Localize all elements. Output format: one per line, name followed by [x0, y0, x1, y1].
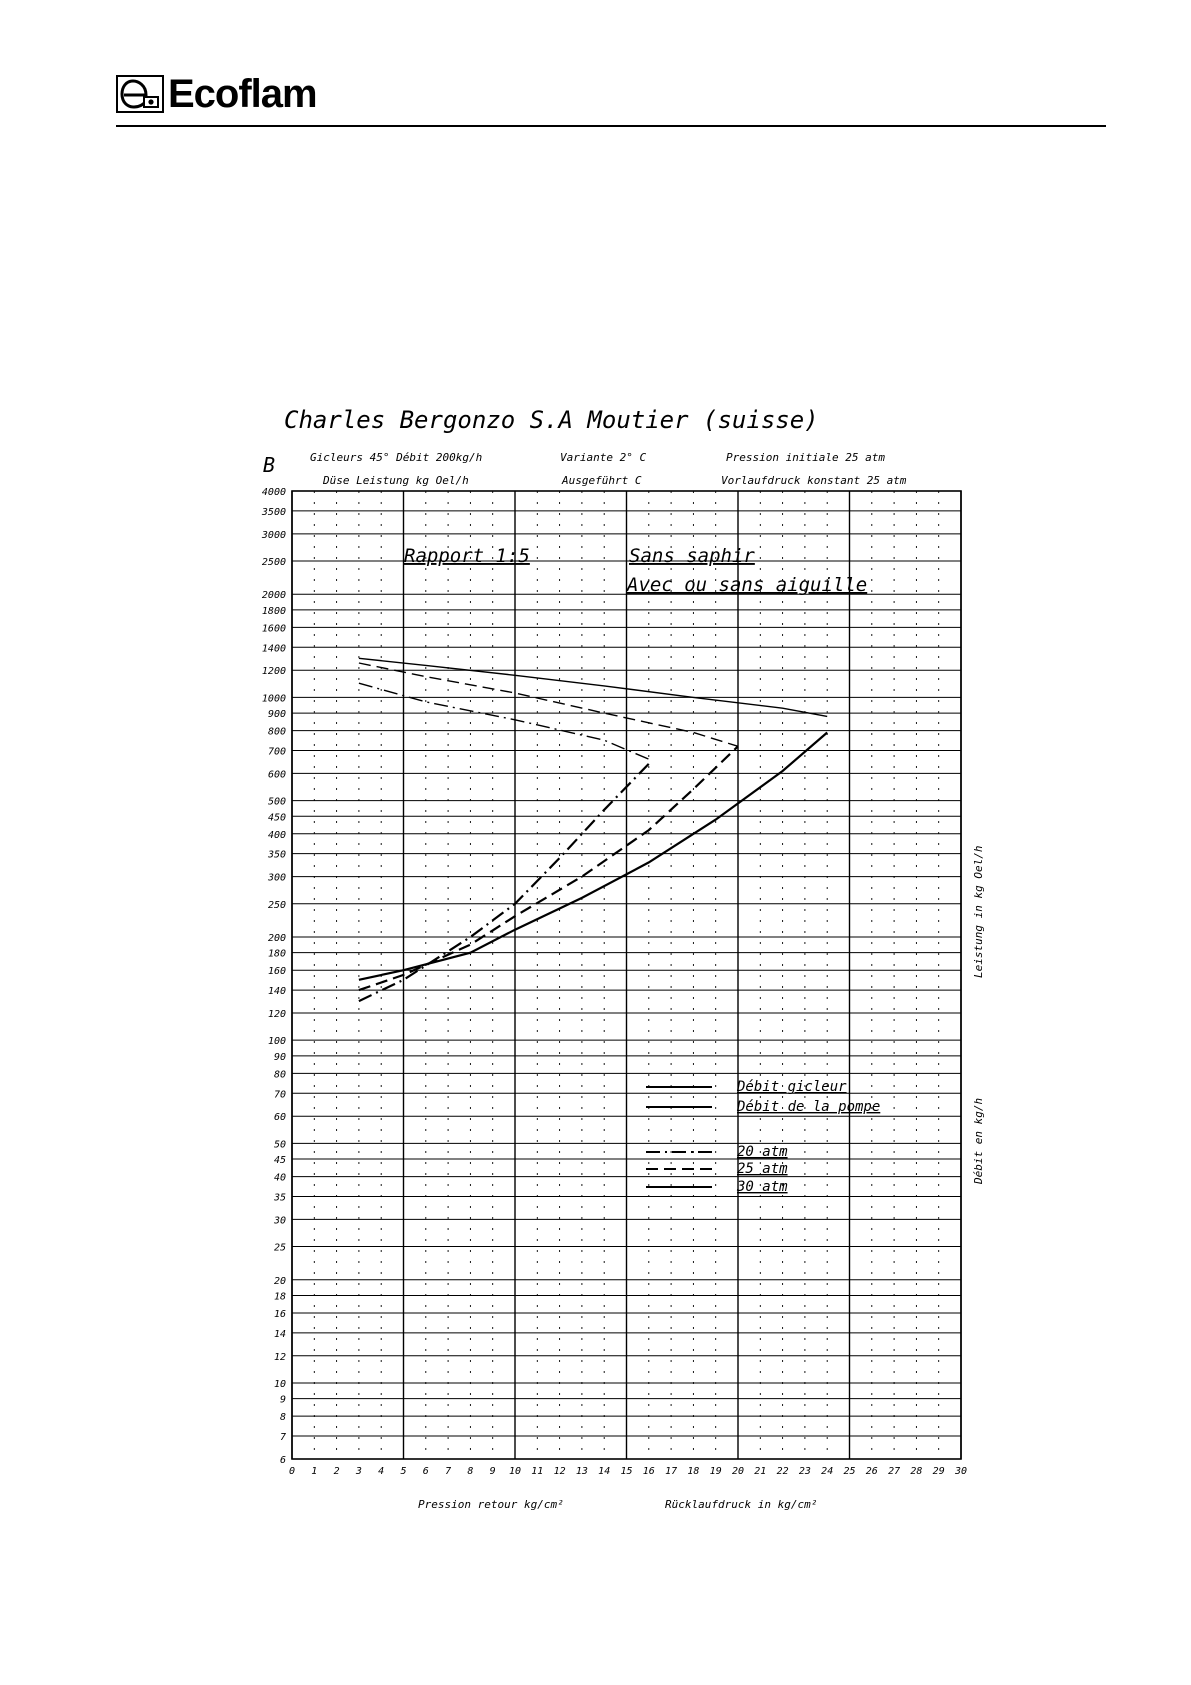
y-tick-label: 200	[267, 932, 286, 944]
chart-subtitle-mid-2: Ausgeführt C	[562, 474, 642, 487]
legend-label: 30 atm	[737, 1179, 788, 1195]
y-tick-label: 4000	[261, 487, 286, 498]
chart-grid	[292, 491, 961, 1459]
chart-title: Charles Bergonzo S.A Moutier (suisse)	[284, 406, 819, 434]
y-tick-label: 1600	[261, 623, 286, 635]
x-tick-label: 28	[910, 1466, 923, 1477]
x-tick-label: 9	[489, 1466, 496, 1477]
x-tick-label: 3	[355, 1466, 362, 1477]
annotation-sans-saphir: Sans saphir	[629, 545, 755, 567]
y-tick-label: 600	[267, 769, 286, 781]
y-tick-label: 300	[267, 872, 286, 884]
y-tick-label: 2500	[261, 556, 286, 568]
y-tick-label: 10	[273, 1378, 286, 1390]
y-tick-label: 6	[279, 1455, 286, 1466]
y-tick-label: 140	[267, 986, 286, 998]
y-axis-label-upper: Leistung in kg Oel/h	[972, 845, 985, 978]
y-tick-label: 2000	[261, 590, 286, 602]
chart-subtitle-mid: Variante 2° C	[560, 451, 647, 464]
chart-subtitle-left: Gicleurs 45° Débit 200kg/h	[310, 451, 483, 464]
series-line	[359, 764, 649, 1001]
x-tick-label: 11	[531, 1466, 544, 1477]
x-tick-label: 5	[400, 1466, 407, 1477]
y-tick-label: 35	[273, 1192, 286, 1204]
x-tick-label: 12	[553, 1466, 566, 1477]
series-line	[359, 746, 738, 990]
chart-subtitle-left-2: Düse Leistung kg Oel/h	[323, 474, 469, 487]
legend-label: Débit de la pompe	[737, 1099, 881, 1115]
y-tick-label: 160	[267, 966, 286, 978]
x-tick-label: 25	[843, 1466, 856, 1477]
x-tick-label: 14	[598, 1466, 611, 1477]
y-tick-label: 3000	[261, 529, 286, 541]
x-tick-label: 8	[467, 1466, 474, 1477]
y-tick-label: 1000	[261, 693, 286, 705]
y-tick-label: 14	[273, 1328, 286, 1340]
y-tick-label: 350	[267, 849, 286, 861]
x-tick-label: 17	[665, 1466, 678, 1477]
y-tick-label: 50	[273, 1139, 286, 1151]
y-tick-label: 3500	[261, 506, 286, 518]
y-tick-label: 400	[267, 829, 286, 841]
y-tick-label: 18	[273, 1291, 286, 1303]
x-tick-label: 16	[642, 1466, 655, 1477]
x-axis-ticks	[289, 1466, 967, 1477]
y-tick-label: 1800	[261, 605, 286, 617]
brand-name: Ecoflam	[168, 71, 317, 116]
x-tick-label: 13	[575, 1466, 588, 1477]
legend-label: 25 atm	[737, 1161, 788, 1177]
x-tick-label: 30	[954, 1466, 968, 1477]
x-tick-label: 20	[731, 1466, 745, 1477]
annotation-ratio: Rapport 1:5	[404, 545, 530, 567]
chart-series	[359, 658, 827, 1001]
y-tick-label: 100	[267, 1036, 286, 1048]
x-tick-label: 6	[422, 1466, 429, 1477]
y-tick-label: 450	[267, 812, 286, 824]
legend-label: Débit gicleur	[737, 1079, 847, 1095]
y-tick-label: 1400	[261, 643, 286, 655]
y-tick-label: 7	[279, 1432, 286, 1444]
x-tick-label: 1	[311, 1466, 318, 1477]
y-axis-label-lower: Débit en kg/h	[972, 1097, 985, 1184]
y-tick-label: 30	[273, 1215, 286, 1227]
x-tick-label: 23	[798, 1466, 811, 1477]
y-tick-label: 12	[273, 1351, 286, 1363]
x-tick-label: 27	[888, 1466, 901, 1477]
x-axis-label: Pression retour kg/cm²	[418, 1498, 564, 1511]
y-tick-label: 45	[273, 1155, 286, 1167]
y-tick-label: 120	[267, 1009, 286, 1021]
x-tick-label: 22	[776, 1466, 789, 1477]
x-tick-label: 29	[932, 1466, 945, 1477]
y-tick-label: 800	[267, 726, 286, 738]
y-axis-ticks	[261, 487, 286, 1466]
y-tick-label: 20	[273, 1275, 286, 1287]
series-line	[359, 683, 649, 759]
y-tick-label: 70	[273, 1089, 286, 1101]
x-tick-label: 21	[754, 1466, 767, 1477]
chart-subtitle-right-2: Vorlaufdruck konstant 25 atm	[721, 474, 907, 487]
x-tick-label: 26	[865, 1466, 878, 1477]
series-line	[359, 658, 827, 716]
x-tick-label: 24	[821, 1466, 834, 1477]
y-tick-label: 700	[267, 746, 286, 758]
y-tick-label: 9	[279, 1394, 286, 1406]
y-tick-label: 60	[273, 1112, 286, 1124]
y-tick-label: 40	[273, 1172, 286, 1184]
y-tick-label: 25	[273, 1242, 286, 1254]
x-axis-label-2: Rücklaufdruck in kg/cm²	[665, 1498, 818, 1511]
y-tick-label: 80	[273, 1069, 286, 1081]
x-tick-label: 15	[620, 1466, 633, 1477]
series-line	[359, 663, 738, 746]
x-tick-label: 18	[687, 1466, 700, 1477]
y-tick-label: 16	[273, 1308, 286, 1320]
x-tick-label: 19	[709, 1466, 722, 1477]
x-tick-label: 0	[288, 1466, 296, 1477]
chart-corner-letter: B	[263, 453, 276, 477]
x-tick-label: 10	[508, 1466, 522, 1477]
chart-subtitle-right: Pression initiale 25 atm	[726, 451, 885, 464]
x-tick-label: 2	[333, 1466, 340, 1477]
chart-legend	[646, 1079, 880, 1195]
legend-label: 20 atm	[737, 1144, 788, 1160]
y-tick-label: 180	[267, 948, 286, 960]
y-tick-label: 1200	[261, 666, 286, 678]
x-tick-label: 4	[378, 1466, 385, 1477]
y-tick-label: 8	[279, 1412, 286, 1424]
y-tick-label: 900	[267, 709, 286, 721]
y-tick-label: 250	[267, 899, 286, 911]
y-tick-label: 500	[267, 796, 286, 808]
annotation-aiguille: Avec ou sans aiguille	[627, 574, 868, 596]
y-tick-label: 90	[273, 1051, 286, 1063]
x-tick-label: 7	[445, 1466, 452, 1477]
series-line	[359, 733, 827, 980]
